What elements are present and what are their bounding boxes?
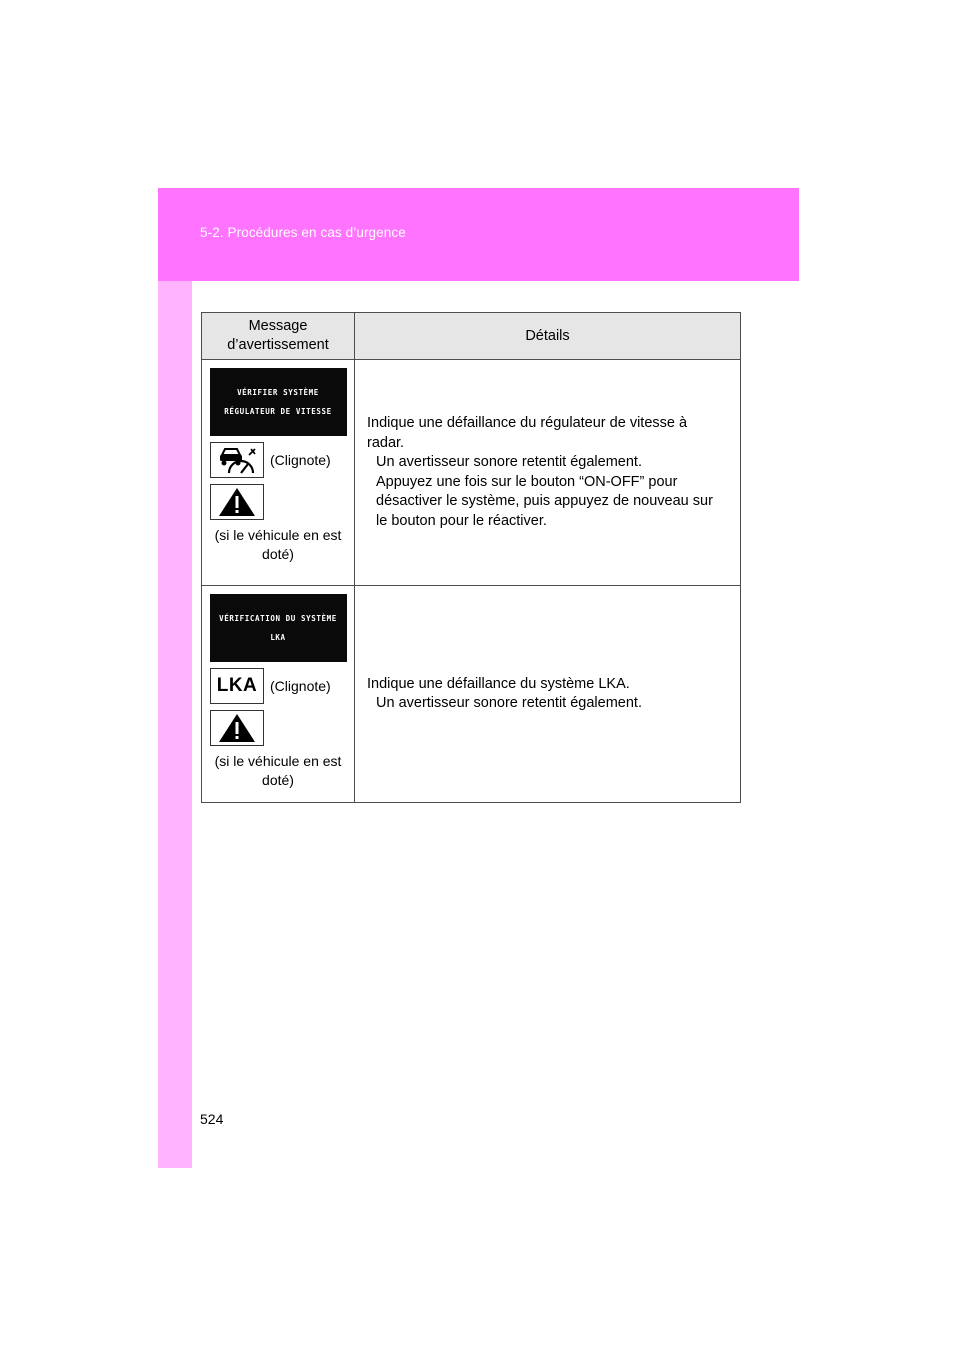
vehicle-note: (si le véhicule en est doté) (214, 753, 342, 788)
details-cell (355, 360, 741, 586)
vehicle-note: (si le véhicule en est doté) (214, 527, 342, 562)
flash-note: (Clignote) (270, 678, 331, 694)
table-header-row (202, 313, 741, 360)
details-sub: Un avertisseur sonore retentit également. (376, 695, 642, 711)
table-row (202, 360, 741, 586)
page-number: 524 (200, 1111, 224, 1127)
message-cell (202, 586, 355, 803)
radar-cruise-warning-icon (210, 442, 264, 478)
display-line: RÉGULATEUR DE VITESSE (224, 407, 332, 416)
display-line: VÉRIFICATION DU SYSTÈME LKA (219, 614, 337, 642)
warning-table (201, 312, 741, 803)
lka-indicator-text: LKA (216, 675, 258, 696)
details-cell (355, 586, 741, 803)
display-line: VÉRIFIER SYSTÈME (237, 388, 319, 397)
details-sub: Appuyez une fois sur le bouton “ON-OFF” pour désactiver le système, puis appuyez de nouveau sur le bouton pour le réactiver. (376, 473, 713, 529)
flash-note: (Clignote) (270, 452, 331, 468)
multi-info-display (210, 594, 347, 662)
message-cell (202, 360, 355, 586)
details-main: Indique une défaillance du système LKA. (367, 675, 630, 692)
header-details: Détails (355, 313, 741, 360)
header-message: Message d’avertissement (202, 313, 355, 360)
master-warning-icon (210, 484, 264, 520)
details-sub: Un avertisseur sonore retentit également. (376, 454, 642, 470)
details-main: Indique une défaillance du régulateur de vitesse à radar. (367, 415, 688, 451)
section-title: 5-2. Procédures en cas d’urgence (200, 225, 406, 240)
multi-info-display (210, 368, 347, 436)
lka-indicator-icon (210, 668, 264, 704)
master-warning-icon (210, 710, 264, 746)
side-strip (158, 188, 192, 1168)
table-row (202, 586, 741, 803)
